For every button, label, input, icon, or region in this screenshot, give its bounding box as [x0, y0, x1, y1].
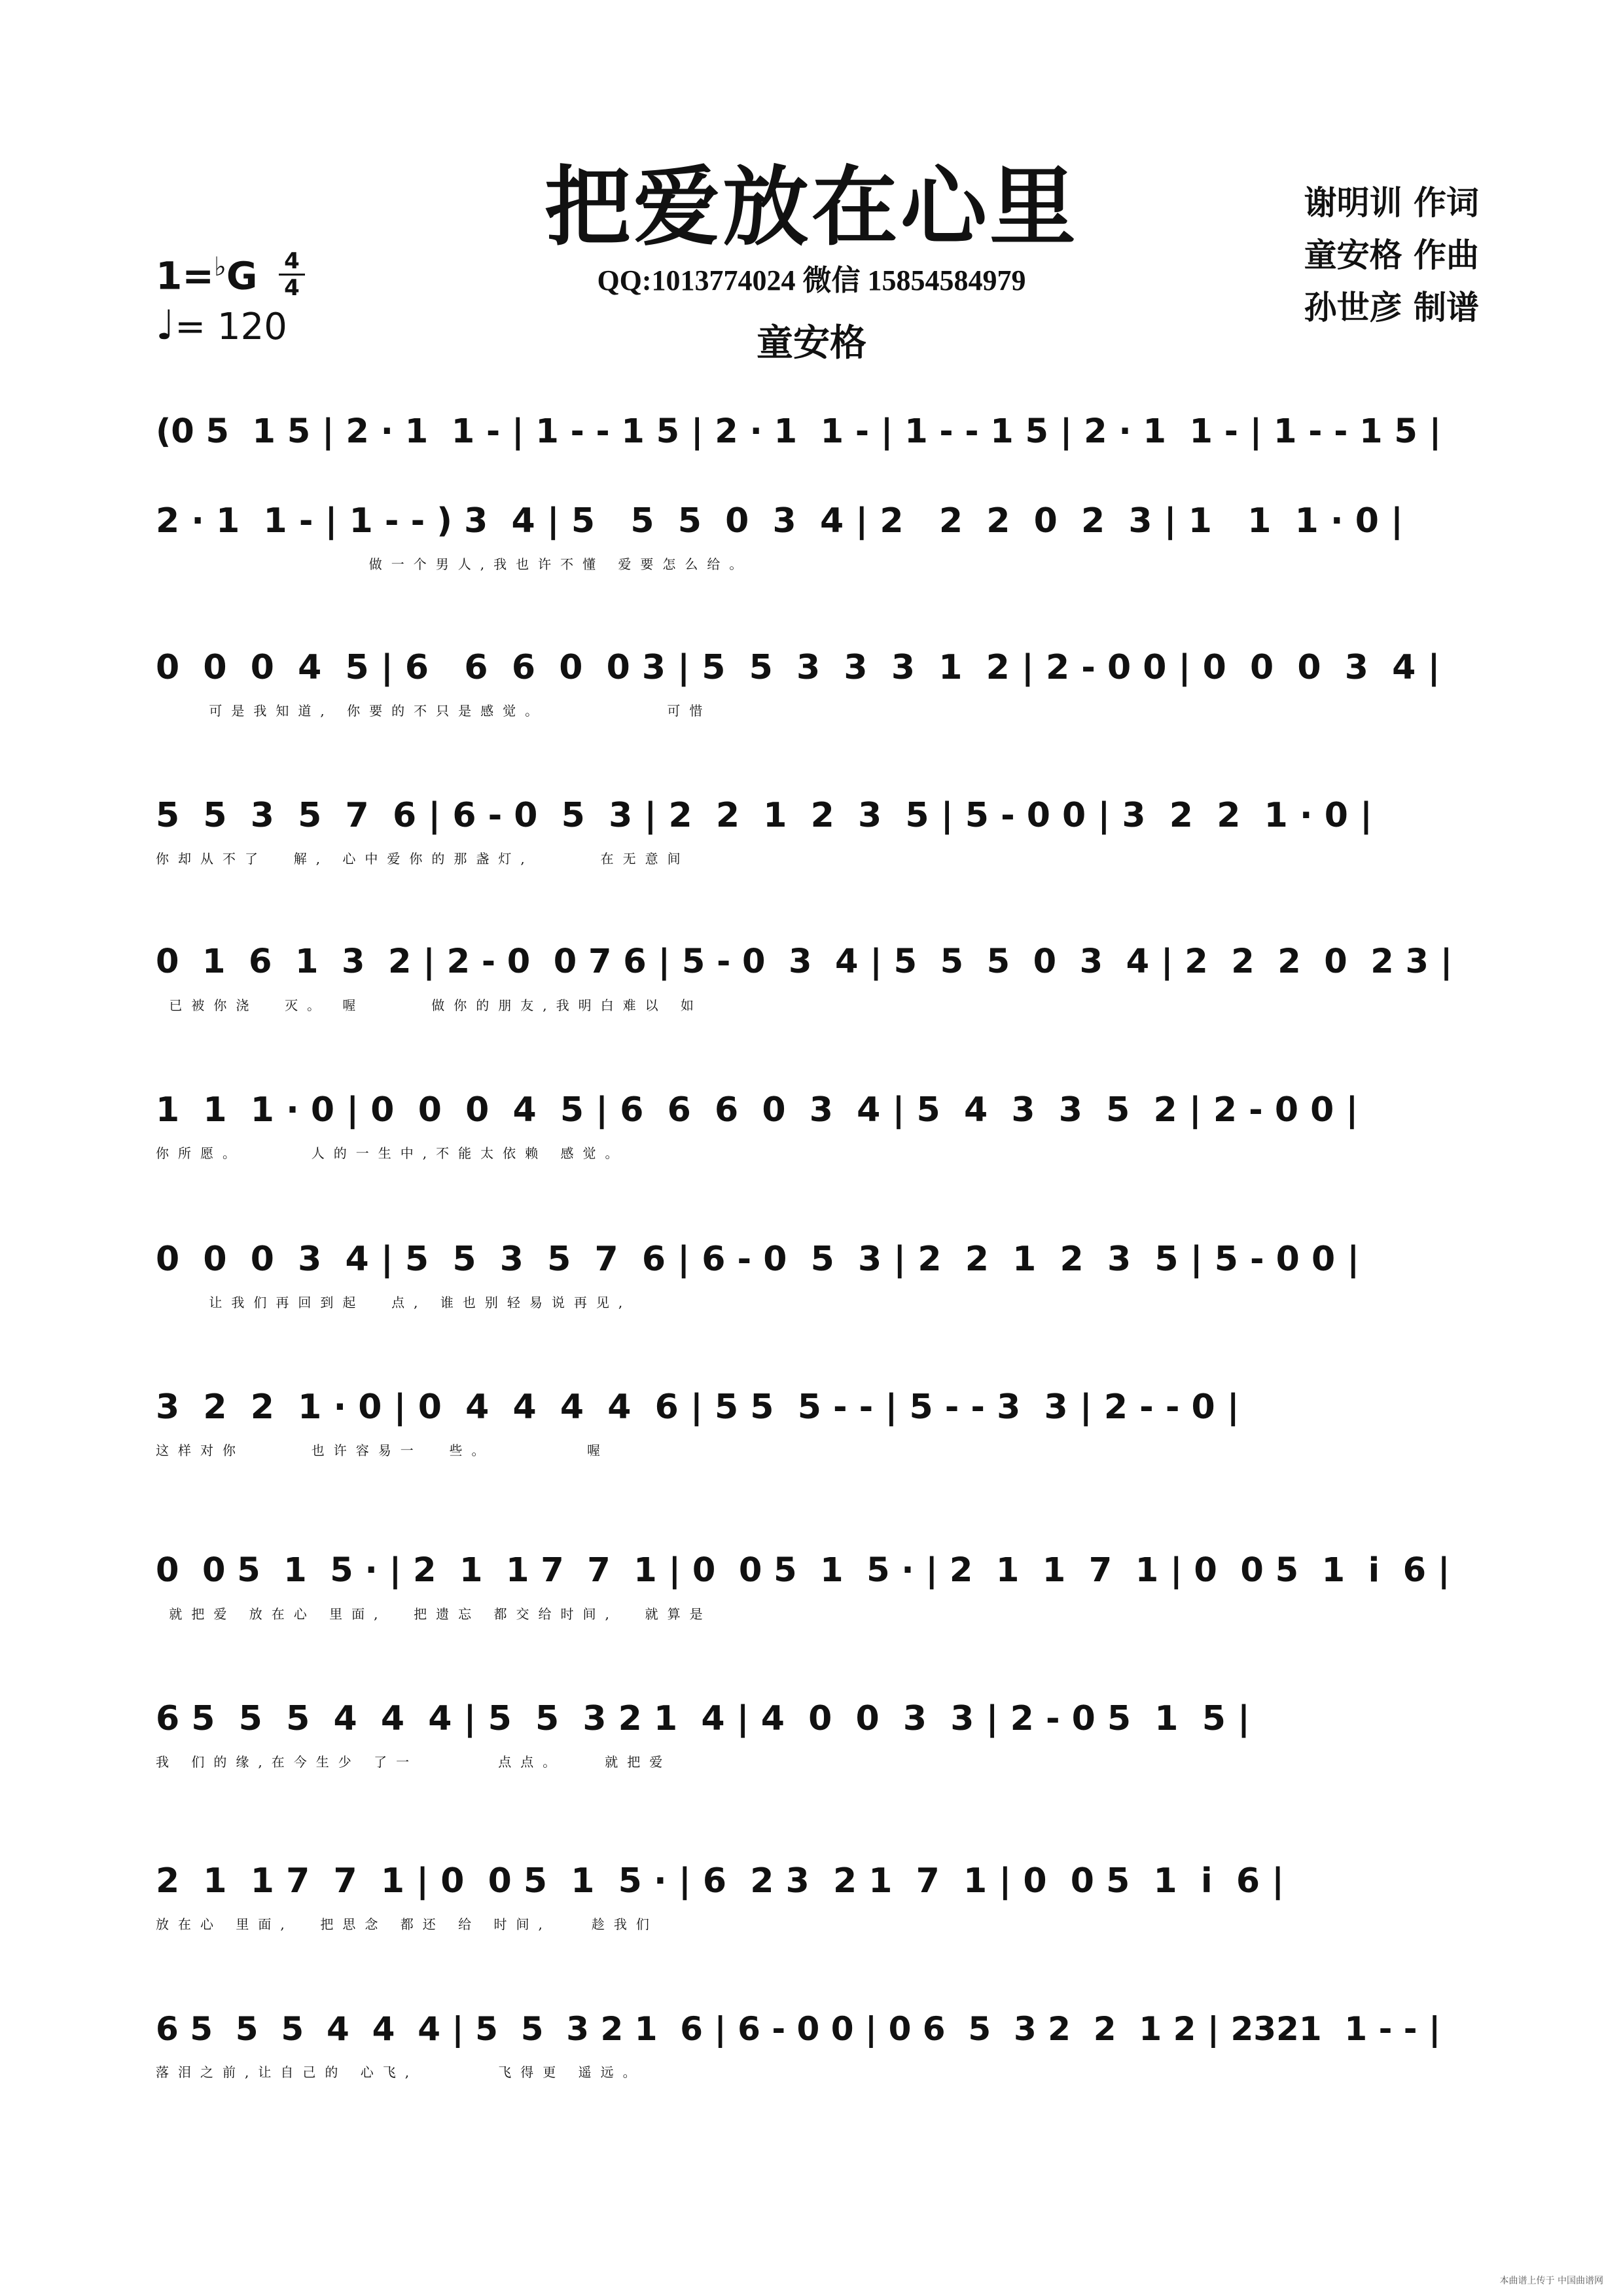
- score-line-6: [156, 1085, 1467, 1161]
- notation-text: 2 · 1 1 - | 1 - - ) 3 4 | 5 5 5 0 3 4 | 2 2 2 0 2 3 | 1 1 1 · 0 |: [156, 501, 1404, 541]
- lyricist-credit: 谢明训 作词: [1304, 184, 1479, 222]
- lyric-line: 放在心 里面, 把思念 都还 给 时间, 趁我们: [156, 1916, 658, 1932]
- notation-text: 1 1 1 · 0 | 0 0 0 4 5 | 6 6 6 0 3 4 | 5 4 3 3 5 2 | 2 - 0 0 |: [156, 1090, 1359, 1130]
- notation-text: 5 5 3 5 7 6 | 6 - 0 5 3 | 2 2 1 2 3 5 | 5 - 0 0 | 3 2 2 1 · 0 |: [156, 796, 1372, 835]
- notation-line: [156, 791, 1467, 836]
- score-line-8: [156, 1382, 1467, 1458]
- key-signature: [156, 252, 257, 298]
- lyric-line: 就把爱 放在心 里面, 把遗忘 都交给时间, 就算是: [156, 1606, 712, 1622]
- song-title: 把爱放在心里: [544, 156, 1079, 258]
- quarter-note-icon: ♩: [156, 301, 175, 349]
- credits-block: [1304, 177, 1479, 334]
- notation-text: 0 1 6 1 3 2 | 2 - 0 0 7 6 | 5 - 0 3 4 | 5 5 5 0 3 4 | 2 2 2 0 2 3 |: [156, 942, 1453, 981]
- lyric-line: 这样对你 也许容易一 些。 喔: [156, 1443, 610, 1458]
- score-line-10: [156, 1694, 1467, 1770]
- lyric-line: 你却从不了 解, 心中爱你的那盏灯, 在无意间: [156, 851, 690, 867]
- notation-line: [156, 407, 1467, 453]
- score-line-7: [156, 1234, 1467, 1310]
- time-signature-bottom: 4: [284, 275, 300, 301]
- notation-line: [156, 1382, 1467, 1428]
- notation-line: [156, 937, 1467, 983]
- notation-line: [156, 1234, 1467, 1280]
- footer-watermark: 本曲谱上传于 中国曲谱网: [1499, 2276, 1603, 2286]
- notation-text: 0 0 0 3 4 | 5 5 3 5 7 6 | 6 - 0 5 3 | 2 2 1 2 3 5 | 5 - 0 0 |: [156, 1240, 1360, 1279]
- notation-text: 6 5 5 5 4 4 4 | 5 5 3 2 1 4 | 4 0 0 3 3 | 2 - 0 5 1 5 |: [156, 1699, 1250, 1738]
- contact-info: QQ:1013774024 微信 15854584979: [597, 264, 1026, 296]
- notation-line: [156, 496, 1467, 542]
- score-line-1: [156, 407, 1467, 466]
- lyric-line: 做一个男人,我也许不懂 爱要怎么给。: [156, 556, 752, 572]
- key-label: 1=: [156, 253, 214, 298]
- notation-line: [156, 1856, 1467, 1902]
- score-line-9: [156, 1546, 1467, 1622]
- arranger-credit: 孙世彦 制谱: [1304, 289, 1479, 327]
- notation-line: [156, 643, 1467, 689]
- score-line-4: [156, 791, 1467, 867]
- singer-name: 童安格: [757, 321, 866, 365]
- notation-text: 0 0 5 1 5 · | 2 1 1 7 7 1 | 0 0 5 1 5 · | 2 1 1 7 1 | 0 0 5 1 i 6 |: [156, 1551, 1450, 1590]
- score-line-2: [156, 496, 1467, 572]
- lyric-line: 让我们再回到起 点, 谁也别轻易说再见,: [156, 1295, 632, 1310]
- lyric-line: 落泪之前,让自己的 心飞, 飞得更 遥远。: [156, 2064, 645, 2080]
- time-signature-top: 4: [284, 248, 300, 274]
- key-tonic: G: [226, 253, 258, 298]
- lyric-line: 已被你浇 灭。 喔 做你的朋友,我明白难以 如: [156, 997, 703, 1013]
- notation-line: [156, 2004, 1467, 2050]
- score-line-12: [156, 2004, 1467, 2080]
- notation-line: [156, 1085, 1467, 1131]
- lyric-line: 我 们的缘,在今生少 了一 点点。 就把爱: [156, 1754, 672, 1770]
- tempo-marking: [156, 301, 287, 349]
- composer-credit: 童安格 作曲: [1304, 236, 1479, 274]
- score-line-5: [156, 937, 1467, 1013]
- notation-text: 3 2 2 1 · 0 | 0 4 4 4 4 6 | 5 5 5 - - | 5 - - 3 3 | 2 - - 0 |: [156, 1388, 1240, 1427]
- notation-line: [156, 1694, 1467, 1740]
- lyric-line: 可是我知道, 你要的不只是感觉。 可惜: [156, 703, 712, 719]
- time-signature: [279, 249, 305, 300]
- tempo-value: = 120: [175, 306, 287, 348]
- notation-text: 2 1 1 7 7 1 | 0 0 5 1 5 · | 6 2 3 2 1 7 1 | 0 0 5 1 i 6 |: [156, 1861, 1285, 1901]
- notation-text: 0 0 0 4 5 | 6 6 6 0 0 3 | 5 5 3 3 3 1 2 | 2 - 0 0 | 0 0 0 3 4 |: [156, 648, 1440, 687]
- score-line-11: [156, 1856, 1467, 1932]
- flat-symbol: ♭: [213, 252, 226, 282]
- notation-line: [156, 1546, 1467, 1592]
- score-line-3: [156, 643, 1467, 719]
- lyric-line: 你所愿。 人的一生中,不能太依赖 感觉。: [156, 1145, 628, 1161]
- notation-text: (0 5 1 5 | 2 · 1 1 - | 1 - - 1 5 | 2 · 1 1 - | 1 - - 1 5 | 2 · 1 1 - | 1 - - 1 5 |: [156, 412, 1442, 451]
- notation-text: 6 5 5 5 4 4 4 | 5 5 3 2 1 6 | 6 - 0 0 | 0 6 5 3 2 2 1 2 | 2321 1 - - |: [156, 2010, 1441, 2048]
